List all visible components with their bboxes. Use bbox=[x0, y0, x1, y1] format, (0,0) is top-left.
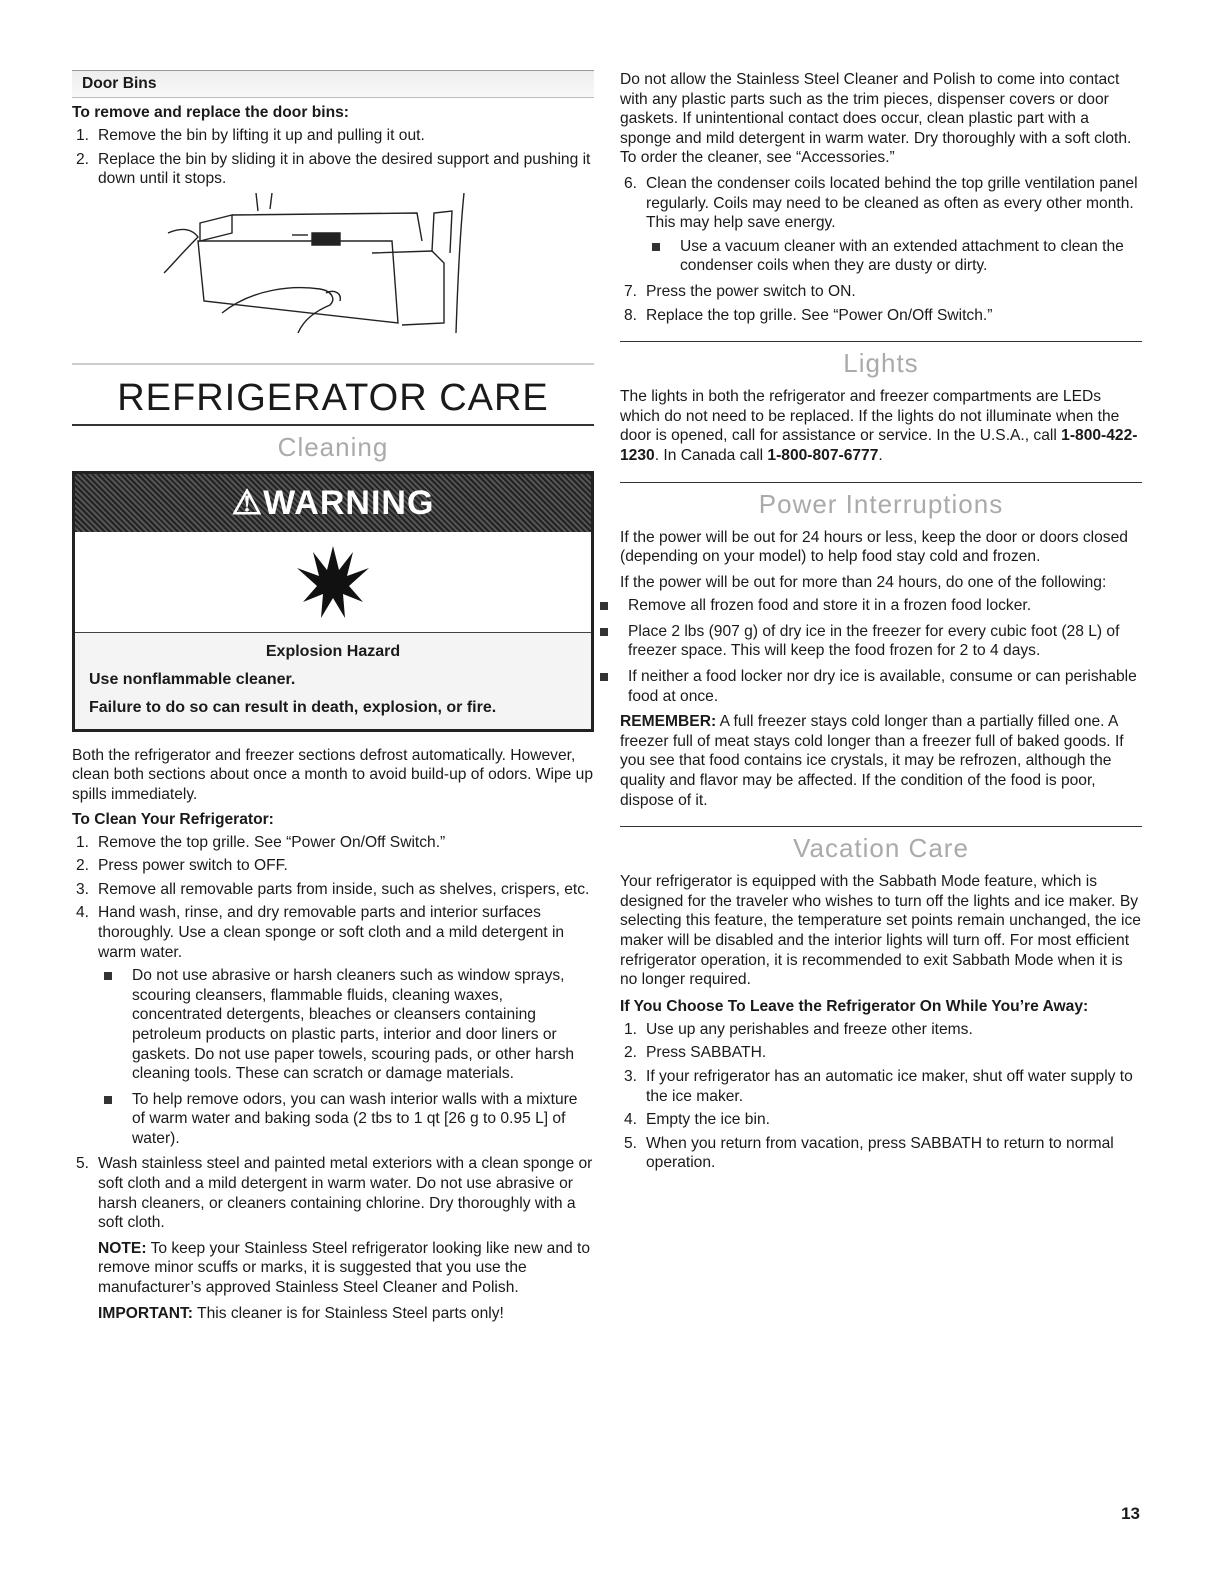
list-item: 1. Use up any perishables and freeze other items. bbox=[624, 1020, 973, 1038]
square-bullet-icon bbox=[104, 1096, 112, 1104]
right-column bbox=[620, 70, 1142, 1177]
list-item: 2. Press SABBATH. bbox=[624, 1044, 767, 1062]
important-paragraph: IMPORTANT: This cleaner is for Stainless Steel parts only! bbox=[98, 1304, 504, 1322]
list-item: 3. Remove all removable parts from inside, such as shelves, crispers, etc. bbox=[76, 880, 590, 898]
warning-triangle-icon: ⚠ bbox=[231, 483, 264, 522]
lights-title: Lights bbox=[843, 348, 919, 379]
door-bins-subhead: To remove and replace the door bins: bbox=[72, 104, 349, 121]
list-item: Do not use abrasive or harsh cleaners such as window sprays, scouring cleansers, flammable fluids, cleaning waxes, concentrated detergents, bleaches or cleansers containing petroleum products on plastic parts, interior and door liners or gaskets. Do not use paper towels, scouring pads, or other harsh cleaning tools. These can scratch or damage materials. bbox=[98, 966, 594, 1084]
cleaning-title: Cleaning bbox=[277, 431, 389, 462]
note-paragraph: NOTE: To keep your Stainless Steel refrigerator looking like new and to remove minor scuffs or marks, it is suggested that you use the manufacturer’s approved Stainless Steel Cleaner and Polish. bbox=[98, 1239, 591, 1297]
list-item: To help remove odors, you can wash interior walls with a mixture of warm water and baking soda (2 tbs to 1 qt [26 g to 0.95 L] of water). bbox=[98, 1090, 594, 1149]
warning-header bbox=[75, 474, 591, 532]
list-item: Remove all frozen food and store it in a frozen food locker. bbox=[594, 596, 1142, 616]
list-item: 2. Replace the bin by sliding it in above the desired support and pushing it down until it stops. bbox=[76, 150, 591, 188]
list-item: 3. If your refrigerator has an automatic ice maker, shut off water supply to the ice maker. bbox=[624, 1067, 1133, 1105]
refrigerator-care-title: REFRIGERATOR CARE bbox=[72, 363, 594, 426]
lights-paragraph: The lights in both the refrigerator and freezer compartments are LEDs which do not need to be replaced. If the lights do not illuminate when the door is opened, call for assistance or service. In the U.S.A., call 1-800-422-1230. In Canada call 1-800-807-6777. bbox=[620, 388, 1138, 464]
square-bullet-icon bbox=[600, 673, 608, 681]
list-item: 7. Press the power switch to ON. bbox=[624, 282, 856, 300]
vacation-steps bbox=[620, 1020, 1142, 1173]
square-bullet-icon bbox=[104, 972, 112, 980]
list-item: 5. Wash stainless steel and painted metal exteriors with a clean sponge or soft cloth and a mild detergent in warm water. Do not use abrasive or harsh cleaners, or cleaners containing chlorine. Dry thoroughly with a soft cloth. NOTE: To keep your Stainless Steel refrigerator looking like new and to remove minor scuffs or marks, it is suggested that you use the manufacturer’s approved Stainless Steel Cleaner and Polish. IMPORTANT: This cleaner is for Stainless Steel parts only! bbox=[76, 1155, 593, 1322]
power-interruptions-title: Power Interruptions bbox=[758, 488, 1004, 519]
explosion-icon bbox=[75, 532, 591, 633]
hazard-title: Explosion Hazard bbox=[265, 642, 401, 660]
square-bullet-icon bbox=[600, 628, 608, 636]
door-bins-steps bbox=[72, 126, 594, 189]
list-item: 2. Press power switch to OFF. bbox=[76, 857, 288, 875]
list-item: 5. When you return from vacation, press SABBATH to return to normal operation. bbox=[624, 1134, 1114, 1172]
list-item: 8. Replace the top grille. See “Power On/Off Switch.” bbox=[624, 306, 993, 324]
warning-box bbox=[72, 471, 594, 732]
door-bin-illustration bbox=[72, 193, 594, 343]
cleaning-intro: Both the refrigerator and freezer sections defrost automatically. However, clean both sections about once a month to avoid build-up of odors. Wipe up spills immediately. bbox=[72, 746, 593, 803]
left-column bbox=[72, 60, 594, 1327]
divider bbox=[620, 826, 1142, 827]
vacation-subhead: If You Choose To Leave the Refrigerator On While You’re Away: bbox=[620, 997, 1089, 1015]
list-item: 6. Clean the condenser coils located behind the top grille ventilation panel regularly. Coils may need to be cleaned as often as every other month. This may help save energy. Use a vacuum cleaner with an extended attachment to clean the condenser coils when they are dusty or dirty. bbox=[620, 174, 1142, 276]
list-item: 4. Empty the ice bin. bbox=[624, 1111, 770, 1129]
condenser-bullets bbox=[646, 237, 1142, 276]
list-item: 4. Hand wash, rinse, and dry removable parts and interior surfaces thoroughly. Use a clean sponge or soft cloth and a mild detergent in warm water. Do not use abrasive or harsh cleaners such as window sprays, scouring cleansers, flammable fluids, cleaning waxes, concentrated detergents, bleaches or cleansers containing petroleum products on plastic parts, interior and door liners or gaskets. Do not use paper towels, scouring pads, or other harsh cleaning tools. These can scratch or damage materials. To help remove odors, you can wash interior walls with a mixture of warm water and baking soda (2 tbs to 1 qt [26 g to 0.95 L] of water). bbox=[72, 903, 594, 1148]
vacation-care-title: Vacation Care bbox=[793, 833, 969, 864]
warning-line-2: Failure to do so can result in death, explosion, or fire. bbox=[89, 698, 497, 716]
list-item: Place 2 lbs (907 g) of dry ice in the freezer for every cubic foot (28 L) of freezer space. This will keep the food frozen for 2 to 4 days. bbox=[594, 622, 1142, 661]
divider bbox=[620, 341, 1142, 342]
list-item: If neither a food locker nor dry ice is available, consume or can perishable food at once. bbox=[594, 667, 1142, 706]
cleaning-steps bbox=[72, 833, 594, 1324]
warning-line-1: Use nonflammable cleaner. bbox=[89, 670, 296, 688]
door-bins-heading: Door Bins bbox=[72, 70, 594, 98]
power-paragraph-1: If the power will be out for 24 hours or less, keep the door or doors closed (depending on your model) to help food stay cold and frozen. bbox=[620, 528, 1128, 566]
list-item: 1. Remove the top grille. See “Power On/Off Switch.” bbox=[76, 833, 446, 851]
square-bullet-icon bbox=[600, 602, 608, 610]
power-paragraph-2: If the power will be out for more than 24 hours, do one of the following: bbox=[620, 573, 1107, 591]
list-item: 1. Remove the bin by lifting it up and pulling it out. bbox=[76, 127, 425, 144]
cleaning-bullets bbox=[98, 966, 594, 1148]
clean-subhead: To Clean Your Refrigerator: bbox=[72, 810, 274, 828]
vacation-intro: Your refrigerator is equipped with the Sabbath Mode feature, which is designed for the traveler who wishes to turn off the lights and ice maker. By selecting this feature, the temperature set points remain unchanged, the ice maker will be disabled and the interior lights will turn off. For most efficient refrigerator operation, it is recommended to exit Sabbath Mode when it is no longer required. bbox=[620, 873, 1141, 989]
cleaning-steps-continued bbox=[620, 174, 1142, 325]
warning-text bbox=[75, 633, 591, 729]
divider bbox=[620, 482, 1142, 483]
list-item: Use a vacuum cleaner with an extended attachment to clean the condenser coils when they are dusty or dirty. bbox=[646, 237, 1142, 276]
warning-label: WARNING bbox=[263, 483, 435, 522]
square-bullet-icon bbox=[652, 243, 660, 251]
cleaner-contact-paragraph: Do not allow the Stainless Steel Cleaner and Polish to come into contact with any plastic parts such as the trim pieces, dispenser covers or door gaskets. If unintentional contact does occur, clean plastic part with a sponge and mild detergent in warm water. Dry thoroughly with a soft cloth. To order the cleaner, see “Accessories.” bbox=[620, 71, 1132, 167]
power-bullets bbox=[594, 596, 1142, 706]
remember-paragraph: REMEMBER: A full freezer stays cold longer than a partially filled one. A freezer full of meat stays cold longer than a freezer full of baked goods. If you see that food contains ice crystals, it may be refrozen, although the quality and flavor may be affected. If the condition of the food is poor, dispose of it. bbox=[620, 713, 1124, 809]
page-number: 13 bbox=[1121, 1504, 1140, 1523]
